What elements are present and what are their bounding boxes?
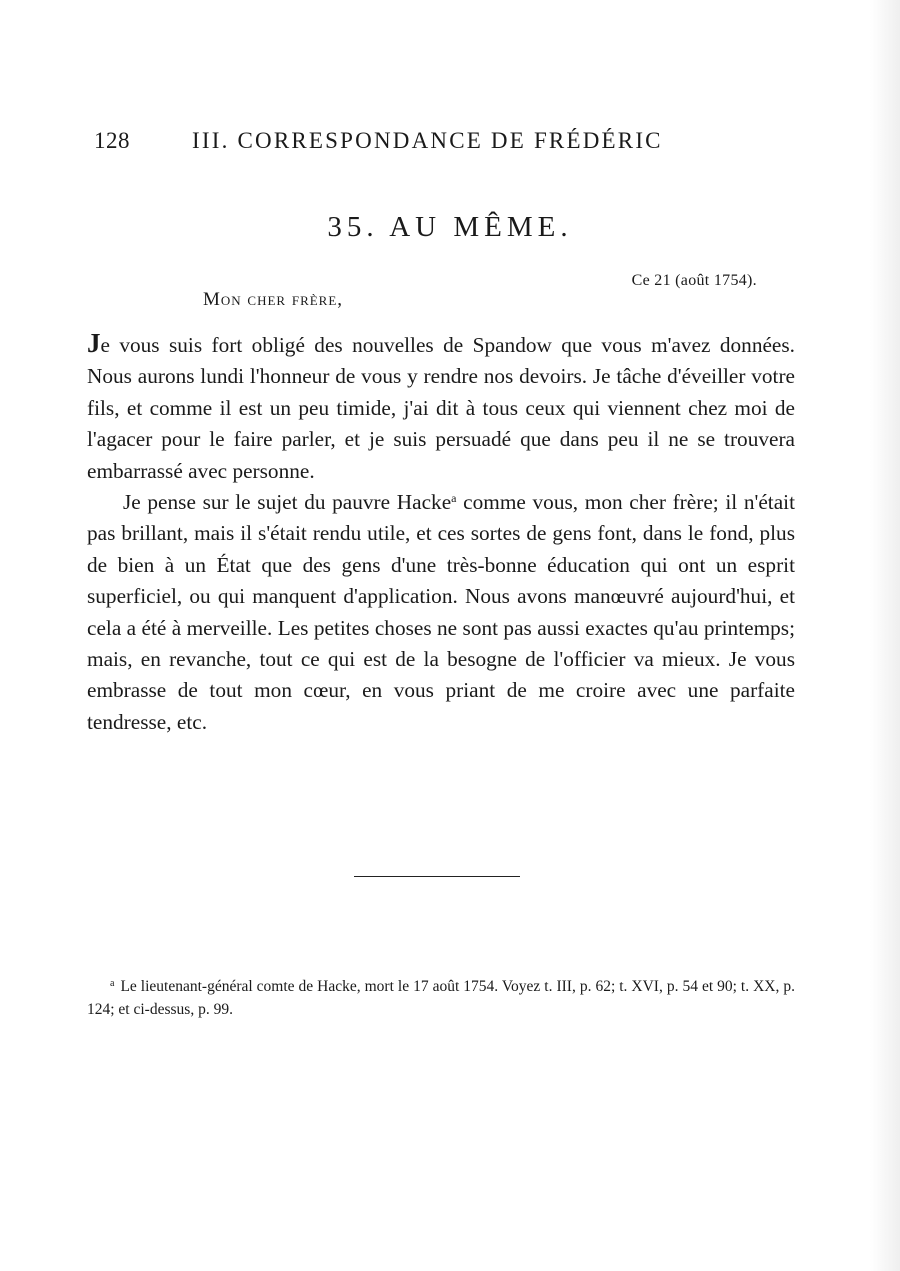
footnote-reference: a [451, 491, 457, 506]
page-number: 128 [94, 128, 130, 153]
paragraph-2 [87, 487, 795, 738]
paragraph-2-text-before-note: Je pense sur le sujet du pauvre Hacke [123, 490, 452, 515]
page-header [94, 128, 714, 162]
letter-title: 35. AU MÊME. [327, 211, 573, 243]
paragraph-1 [87, 330, 795, 487]
salutation: Mon cher frère, [203, 289, 344, 310]
letter-date: Ce 21 (août 1754). [631, 272, 757, 289]
section-separator [354, 876, 520, 877]
footnote-text: Le lieutenant-général comte de Hacke, mort le 17 août 1754. Voyez t. III, p. 62; t. XVI, p. 54 et 90; t. XX, p. 124; et ci-dessus, p. 99. [87, 978, 795, 1018]
paragraph-1-text: e vous suis fort obligé des nouvelles de Spandow que vous m'avez données. Nous aurons lundi l'honneur de vous y rendre nos devoirs. Je tâche d'éveiller votre fils, et comme il est un peu timide, j'ai dit à tous ceux qui viennent chez moi de l'agacer pour le faire parler, et je suis persuadé que dans peu il ne se trouvera embarrassé avec personne. [87, 333, 795, 483]
initial-letter: J [87, 328, 101, 358]
footnote-mark: a [110, 978, 115, 989]
footnote [87, 975, 795, 1021]
paragraph-2-text-after-note: comme vous, mon cher frère; il n'était pas brillant, mais il s'était rendu utile, et ces sortes de gens font, dans le fond, plus de bien à un État que des gens d'une très-bonne éducation qui ont un esprit superficiel, ou qui manquent d'application. Nous avons manœuvré aujourd'hui, et cela a été à merveille. Les petites choses ne sont pas aussi exactes qu'au printemps; mais, en revanche, tout ce qui est de la besogne de l'officier va mieux. Je vous embrasse de tout mon cœur, en vous priant de me croire avec une parfaite tendresse, etc. [87, 490, 796, 734]
letter-body [87, 330, 795, 738]
page-edge-shadow [870, 0, 900, 1271]
running-head: III. CORRESPONDANCE DE FRÉDÉRIC [192, 128, 663, 153]
